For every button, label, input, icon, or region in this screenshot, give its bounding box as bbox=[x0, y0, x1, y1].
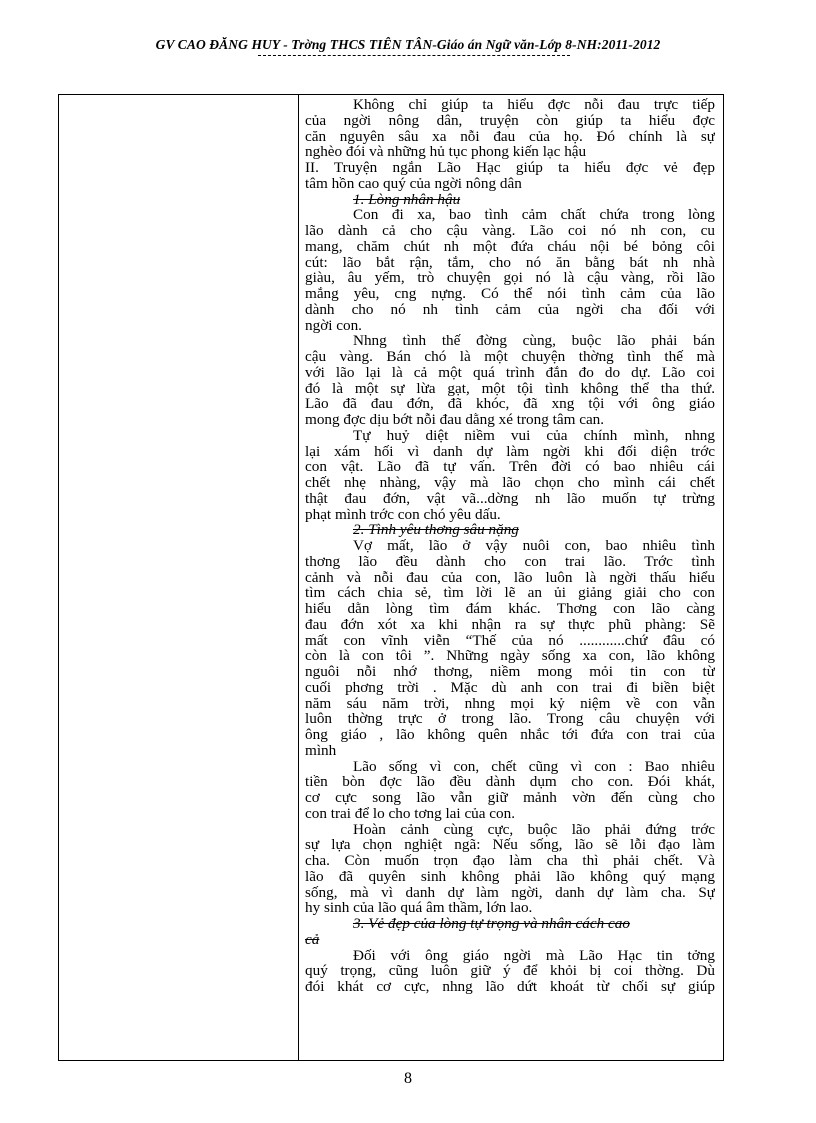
text-line: cuối phơng trời . Mặc dù anh con trai đi biền biệt bbox=[305, 679, 715, 696]
text-line: tiền bòn đợc lão đều dành dụm cho con. Đói khát, bbox=[305, 774, 715, 790]
text-line: sống, mà vì danh dự làm ngời, danh dự làm cha. Sự bbox=[305, 884, 715, 901]
text-line: năm sáu năm trời, nhng mọi kỷ niệm về con vẫn bbox=[305, 695, 715, 712]
page-header: GV CAO ĐĂNG HUY - Trờng THCS TIÊN TÂN-Giáo án Ngữ văn-Lớp 8-NH:2011-2012 bbox=[155, 37, 661, 52]
text-line: Vợ mất, lão ở vậy nuôi con, bao nhiêu tình bbox=[353, 538, 715, 554]
section-heading: 1. Lòng nhân hậu bbox=[353, 190, 461, 208]
text-line: nghèo đói và những hủ tục phong kiến lạc hậu bbox=[305, 144, 587, 160]
text-line: Tự huỷ diệt niềm vui của chính mình, nhng bbox=[353, 427, 715, 444]
text-line: mang, chăm chút nh một đứa cháu nội bé bỏng côi bbox=[305, 238, 715, 255]
text-line: lão dành cả cho cậu vàng. Lão coi nó nh con, cu bbox=[305, 223, 715, 239]
text-line: tìm cách chia sẻ, tìm lời lẽ an ủi giảng giải cho con bbox=[305, 585, 715, 601]
text-line: cơ cực song lão vẫn giữ mảnh vờn đến cùng cho bbox=[305, 790, 715, 806]
text-line: căn nguyên sâu xa nỗi đau của họ. Đó chính là sự bbox=[305, 128, 715, 145]
text-line: Hoàn cảnh cùng cực, buộc lão phải đứng trớc bbox=[353, 821, 715, 838]
text-line: đó là một sự lừa gạt, một tội tình không thể tha thứ. bbox=[305, 380, 715, 397]
text-line: cậu vàng. Bán chó là một chuyện thờng tình thế mà bbox=[305, 349, 715, 365]
table-right-column bbox=[299, 95, 723, 1060]
text-line: lại xám hối vì danh dự làm ngời khi đối diện trớc bbox=[305, 443, 715, 460]
text-line: con trai để lo cho tơng lai của con. bbox=[305, 805, 516, 822]
text-line: cha. Còn muốn trọn đạo làm cha thì phải chết. Và bbox=[305, 853, 715, 869]
text-line: còn là con tôi ”. Những ngày sống xa con, lão không bbox=[305, 648, 715, 664]
text-line: cút: lão bắt rận, tắm, cho nó ăn bằng bát nh nhà bbox=[305, 254, 715, 271]
text-line: luôn thờng trực ở trong lão. Trong câu chuyện với bbox=[305, 711, 715, 727]
text-line: phạt mình trớc con chó yêu dấu. bbox=[305, 506, 501, 523]
text-line: quý trọng, cũng luôn giữ ý để khỏi bị coi thờng. Dù bbox=[305, 963, 715, 979]
text-line: mình bbox=[305, 742, 337, 759]
text-line: Con đi xa, bao tình cảm chất chứa trong lòng bbox=[353, 207, 715, 223]
text-line: Không chỉ giúp ta hiểu đợc nỗi đau trực tiếp bbox=[353, 97, 715, 113]
text-line: Nhng tình thế đờng cùng, buộc lão phải bán bbox=[353, 333, 715, 349]
lesson-table bbox=[58, 94, 724, 1061]
text-line: đau đớn xót xa khi nhận ra sự thực phũ phàng: Sẽ bbox=[305, 616, 715, 633]
text-line: của ngời nông dân, truyện còn giúp ta hiểu đợc bbox=[305, 112, 715, 129]
text-line: mong đợc dịu bớt nỗi đau dằng xé trong tâm can. bbox=[305, 412, 605, 428]
section-heading: 3. Vẻ đẹp của lòng tự trọng và nhân cách cao bbox=[353, 915, 630, 932]
text-line: hy sinh của lão quá âm thầm, lớn lao. bbox=[305, 900, 533, 916]
table-left-column bbox=[59, 95, 299, 1060]
page-number: 8 bbox=[404, 1070, 412, 1087]
text-line: sự lựa chọn nghiệt ngã: Nếu sống, lão sẽ lỗi đạo làm bbox=[305, 837, 715, 853]
text-line: Lão đã đau đớn, đã khóc, đã xng tội với ông giáo bbox=[305, 396, 715, 412]
text-line: mất con vĩnh viễn “Thế của nó ............chứ đâu có bbox=[305, 632, 715, 649]
text-line: Lão sống vì con, chết cũng vì con : Bao nhiêu bbox=[353, 758, 715, 775]
text-line: mắng yêu, cng nựng. Có thể nói tình cảm của lão bbox=[305, 286, 715, 302]
header-divider bbox=[258, 55, 570, 56]
text-line: đói khát cơ cực, nhng lão dứt khoát từ chối sự giúp bbox=[305, 979, 715, 995]
text-line: nguôi nỗi nhớ thơng, niềm mong mỏi tin con từ bbox=[305, 664, 715, 680]
text-line: tâm hồn cao quý của ngời nông dân bbox=[305, 175, 522, 192]
section-heading: cả bbox=[305, 930, 320, 948]
section-heading: 2. Tình yêu thơng sâu nặng bbox=[353, 521, 519, 539]
text-line: hiểu dằn lòng tìm đám khác. Thơng con lão càng bbox=[305, 601, 715, 617]
text-line: thật đau đớn, vật vã...dờng nh lão muốn tự trừng bbox=[305, 490, 715, 507]
text-line: ngời con. bbox=[305, 317, 362, 334]
text-line: giàu, âu yếm, trò chuyện gọi nó là cậu vàng, rồi lão bbox=[305, 270, 715, 286]
text-line: cảnh và nỗi đau của con, lão luôn là ngời thấu hiểu bbox=[305, 569, 715, 586]
text-line: Đối với ông giáo ngời mà Lão Hạc tin tởng bbox=[353, 947, 715, 964]
text-line: ông giáo , lão không quên nhắc tới đứa con trai của bbox=[305, 727, 715, 743]
text-line: chết nhẹ nhàng, vậy mà lão chọn cho mình cái chết bbox=[305, 475, 715, 491]
text-line: với lão lại là cả một quá trình đắn đo do dự. Lão coi bbox=[305, 364, 715, 381]
text-line: lão đã quyên sinh không phải lão không quý mạng bbox=[305, 868, 715, 885]
text-line: con vật. Lão đã tự vấn. Trên đời có bao nhiêu cái bbox=[305, 459, 715, 475]
text-line: thơng lão đều dành cho con trai lão. Trớc tình bbox=[305, 553, 715, 570]
text-line: II. Truyện ngắn Lão Hạc giúp ta hiểu đợc vẻ đẹp bbox=[305, 160, 715, 176]
text-line: dành cho nó nh tình cảm của ngời cha đối với bbox=[305, 301, 715, 318]
